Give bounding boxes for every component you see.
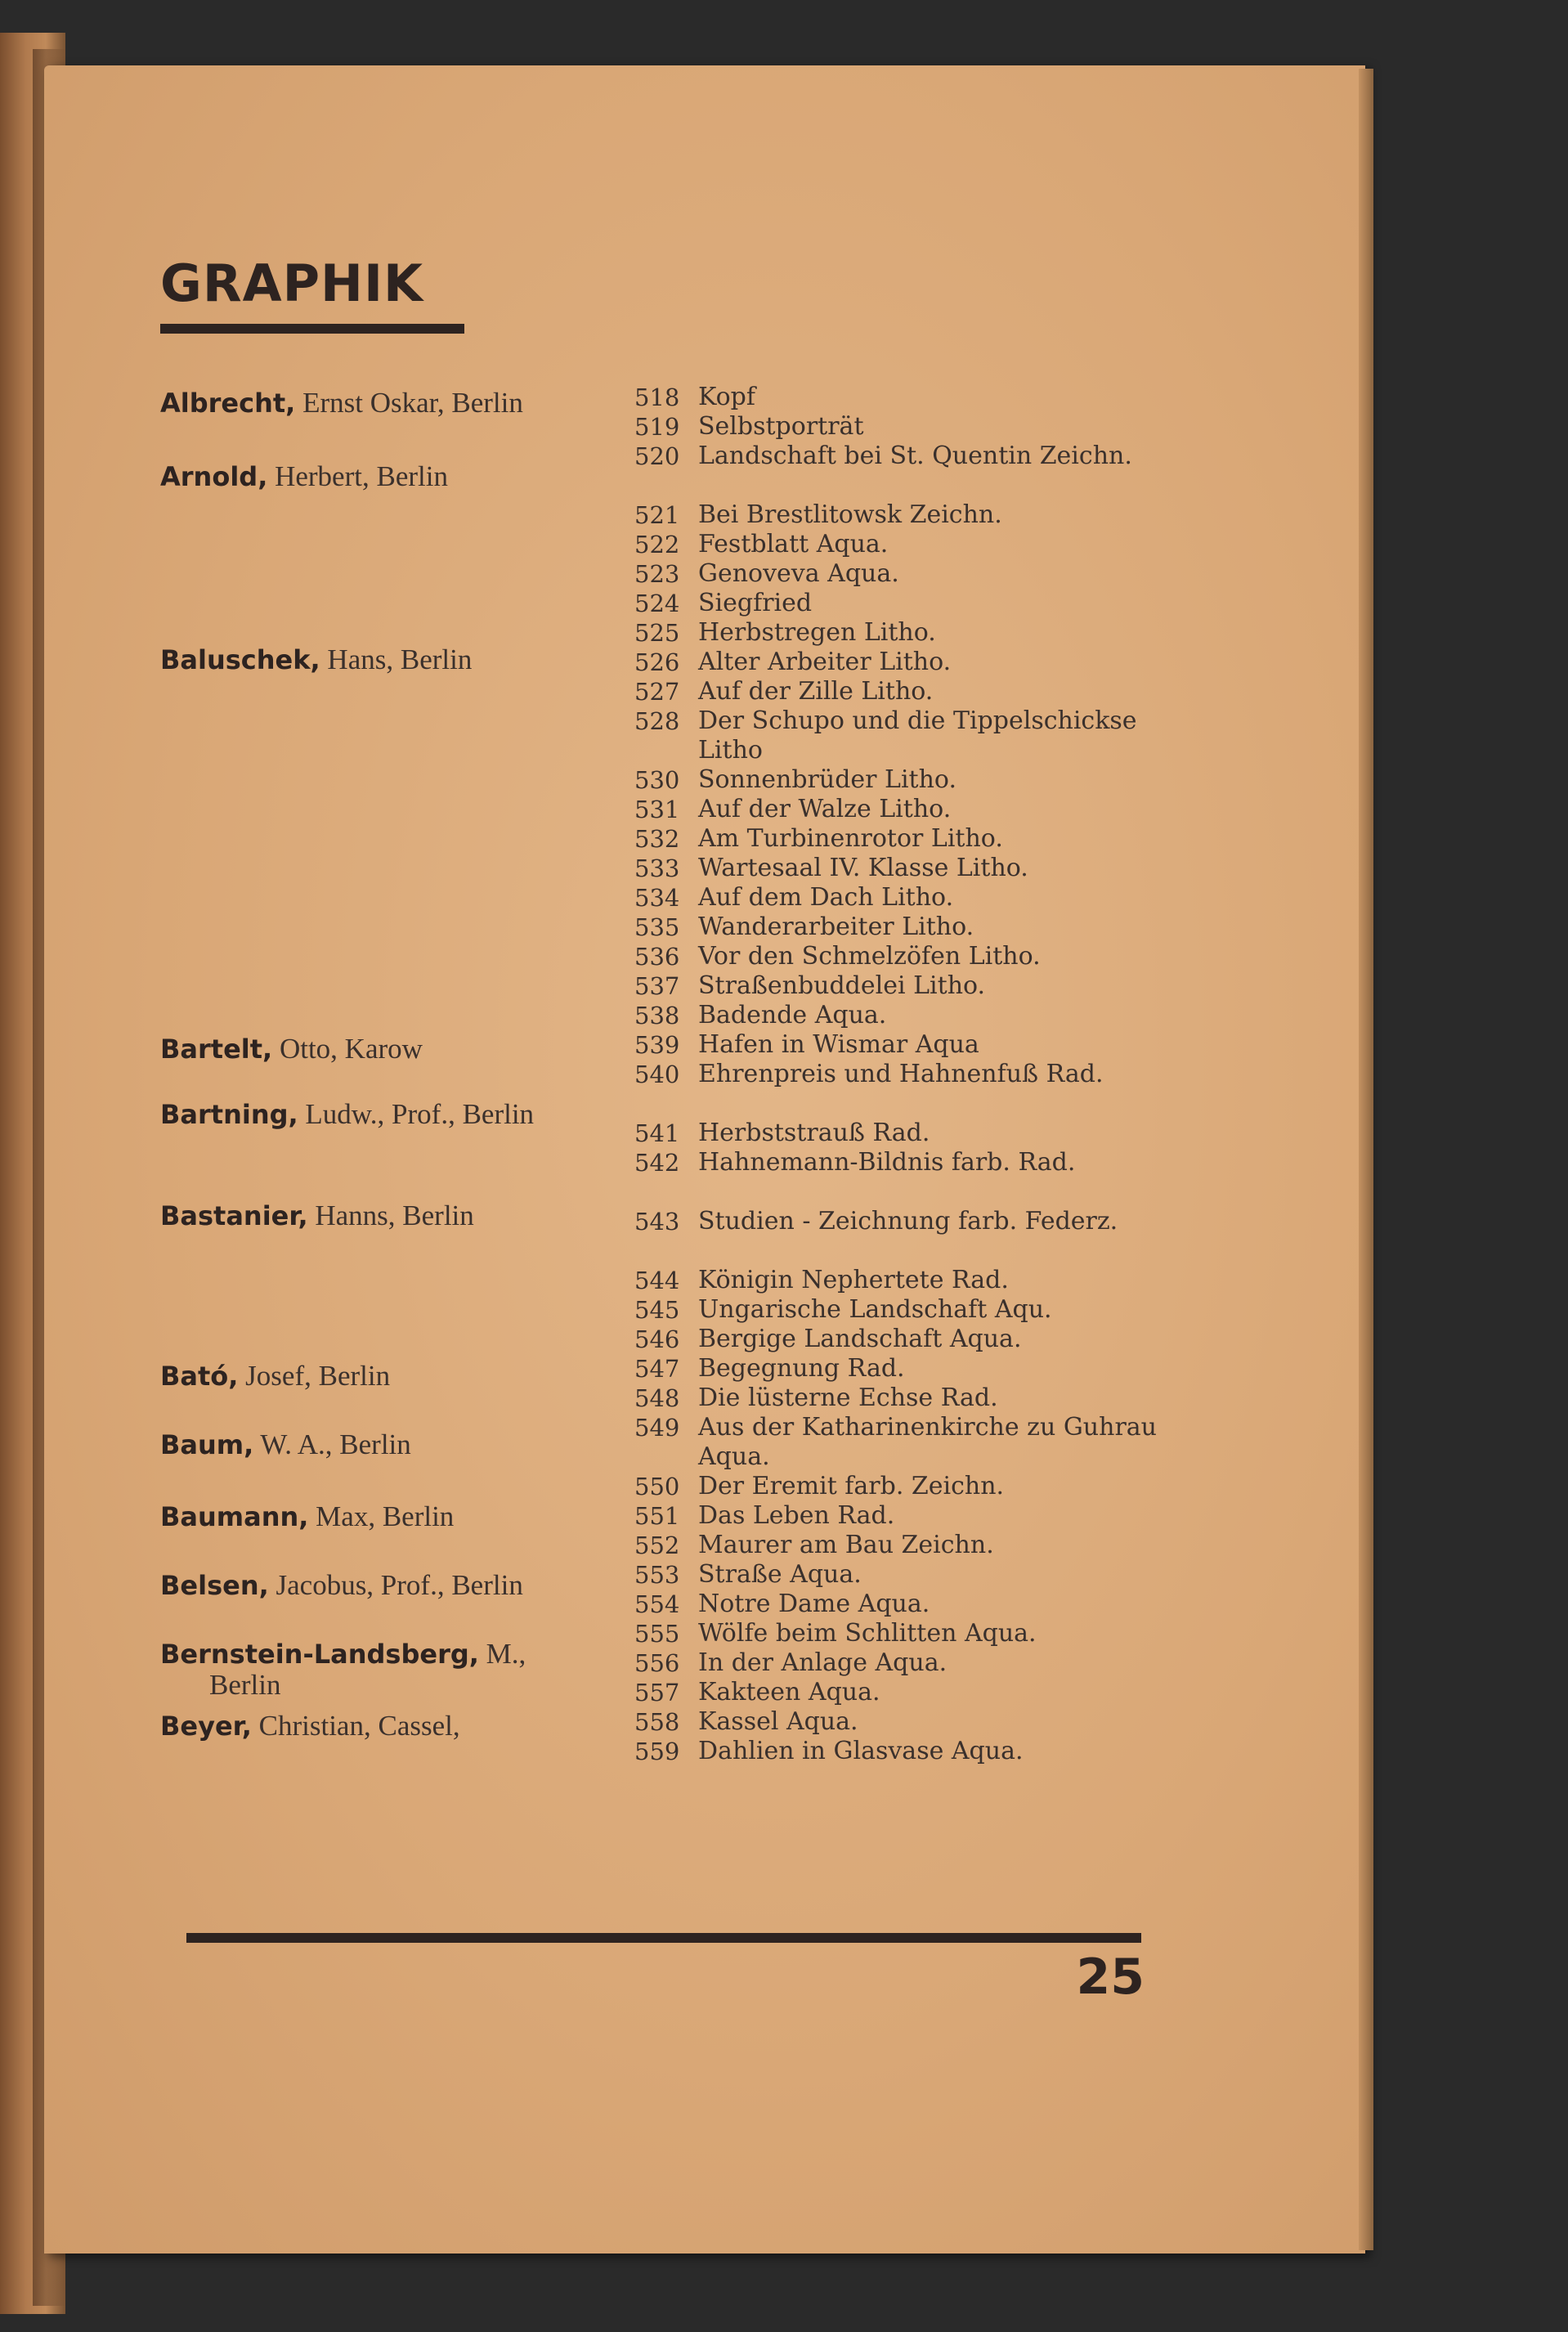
- work-title: Auf der Walze Litho.: [698, 795, 952, 823]
- title-underline: [160, 324, 464, 334]
- work-item: [634, 971, 1158, 1001]
- work-number: 550: [634, 1473, 680, 1500]
- work-title: Auf der Zille Litho.: [698, 677, 934, 706]
- artist-entry: [160, 644, 472, 675]
- work-title: Das Leben Rad.: [698, 1501, 895, 1530]
- work-title: Hahnemann-Bildnis farb. Rad.: [698, 1148, 1076, 1177]
- artist-entry: [160, 1429, 411, 1460]
- artist-entry: [160, 1501, 454, 1532]
- work-item: [634, 589, 1158, 618]
- artist-surname: Bartelt,: [160, 1034, 273, 1065]
- work-item: [634, 1295, 1158, 1325]
- work-number: 557: [634, 1679, 680, 1706]
- work-title: Die lüsterne Echse Rad.: [698, 1384, 998, 1412]
- work-title: Siegfried: [698, 589, 813, 617]
- work-number: 543: [634, 1208, 680, 1236]
- artist-surname: Albrecht,: [160, 388, 296, 419]
- artist-entry: [160, 1200, 474, 1231]
- work-title: Aus der Katharinenkirche zu Guhrau Aqua.: [698, 1413, 1157, 1471]
- work-item: [634, 883, 1158, 913]
- work-number: 551: [634, 1502, 680, 1530]
- work-title: Vor den Schmelzöfen Litho.: [698, 942, 1041, 971]
- artist-surname: Beyer,: [160, 1711, 252, 1742]
- work-title: Bei Brestlitowsk Zeichn.: [698, 500, 1002, 529]
- work-title: Herbstregen Litho.: [698, 618, 936, 647]
- work-item: [634, 648, 1158, 677]
- artist-details: Max, Berlin: [308, 1500, 455, 1532]
- work-item: [634, 1266, 1158, 1295]
- work-item: [634, 1119, 1158, 1148]
- work-title: Alter Arbeiter Litho.: [698, 648, 952, 676]
- work-number: 546: [634, 1325, 680, 1353]
- work-item: [634, 1384, 1158, 1413]
- work-item: [634, 383, 1158, 412]
- work-item: [634, 942, 1158, 971]
- artist-surname: Bató,: [160, 1361, 239, 1392]
- work-number: 558: [634, 1708, 680, 1736]
- work-number: 532: [634, 825, 680, 853]
- work-title: Auf dem Dach Litho.: [698, 883, 954, 912]
- work-number: 524: [634, 590, 680, 617]
- work-title: Kopf: [698, 383, 755, 411]
- artist-entry: [160, 1570, 523, 1601]
- work-number: 547: [634, 1355, 680, 1383]
- work-title: Herbststrauß Rad.: [698, 1119, 930, 1147]
- work-title: Studien - Zeichnung farb. Federz.: [698, 1207, 1118, 1236]
- work-item: [634, 442, 1158, 500]
- artist-entry: [160, 1034, 423, 1065]
- work-number: 534: [634, 884, 680, 912]
- work-title: Notre Dame Aqua.: [698, 1590, 930, 1618]
- work-item: [634, 1030, 1158, 1060]
- work-number: 522: [634, 531, 680, 558]
- work-number: 531: [634, 796, 680, 823]
- page-number: 25: [1076, 1949, 1145, 2006]
- work-item: [634, 1001, 1158, 1030]
- work-item: [634, 412, 1158, 442]
- work-item: [634, 530, 1158, 559]
- artist-details: W. A., Berlin: [253, 1428, 411, 1460]
- work-title: Begegnung Rad.: [698, 1354, 905, 1383]
- work-item: [634, 500, 1158, 530]
- work-title: Sonnenbrüder Litho.: [698, 765, 956, 794]
- work-number: 555: [634, 1620, 680, 1648]
- work-title: Dahlien in Glasvase Aqua.: [698, 1737, 1024, 1765]
- work-item: [634, 1590, 1158, 1619]
- work-item: [634, 795, 1158, 824]
- work-item: [634, 677, 1158, 706]
- artist-details: Ernst Oskar, Berlin: [295, 387, 523, 419]
- artist-surname: Baumann,: [160, 1501, 309, 1532]
- artist-details: M.,: [478, 1638, 526, 1670]
- work-item: [634, 559, 1158, 589]
- work-item: [634, 1148, 1158, 1207]
- work-item: [634, 706, 1158, 765]
- work-number: 554: [634, 1590, 680, 1618]
- artist-surname: Belsen,: [160, 1570, 269, 1601]
- work-number: 556: [634, 1649, 680, 1677]
- artist-surname: Baluschek,: [160, 644, 320, 675]
- work-title: Kassel Aqua.: [698, 1707, 858, 1736]
- artist-surname: Bastanier,: [160, 1200, 308, 1231]
- artist-details: Herbert, Berlin: [267, 460, 448, 492]
- work-title: Badende Aqua.: [698, 1001, 887, 1029]
- work-item: [634, 1325, 1158, 1354]
- work-title: Selbstporträt: [698, 412, 864, 441]
- work-number: 521: [634, 501, 680, 529]
- artist-entry: [160, 1361, 390, 1392]
- work-number: 533: [634, 854, 680, 882]
- artist-details-continued: Berlin: [209, 1669, 281, 1701]
- work-item: [634, 1060, 1158, 1119]
- work-number: 539: [634, 1031, 680, 1059]
- work-number: 526: [634, 648, 680, 676]
- work-item: [634, 1354, 1158, 1384]
- work-title: Der Schupo und die Tippelschickse Litho: [698, 706, 1137, 765]
- work-number: 545: [634, 1296, 680, 1324]
- work-item: [634, 824, 1158, 854]
- work-title: Kakteen Aqua.: [698, 1678, 880, 1706]
- work-title: Genoveva Aqua.: [698, 559, 899, 588]
- work-item: [634, 1619, 1158, 1648]
- work-title: Hafen in Wismar Aqua: [698, 1030, 979, 1059]
- work-item: [634, 1678, 1158, 1707]
- section-title: GRAPHIK: [160, 253, 424, 313]
- work-title: Landschaft bei St. Quentin Zeichn.: [698, 442, 1132, 470]
- work-number: 540: [634, 1061, 680, 1088]
- artist-surname: Bartning,: [160, 1099, 298, 1130]
- work-number: 527: [634, 678, 680, 706]
- footer-rule: [186, 1933, 1141, 1943]
- work-title: Bergige Landschaft Aqua.: [698, 1325, 1022, 1353]
- work-item: [634, 1707, 1158, 1737]
- work-number: 528: [634, 707, 680, 735]
- work-number: 552: [634, 1531, 680, 1559]
- artist-details: Ludw., Prof., Berlin: [298, 1098, 535, 1130]
- work-number: 541: [634, 1119, 680, 1147]
- artist-details: Josef, Berlin: [238, 1360, 391, 1392]
- work-title: Wölfe beim Schlitten Aqua.: [698, 1619, 1037, 1648]
- work-title: In der Anlage Aqua.: [698, 1648, 948, 1677]
- artist-entry: [160, 1099, 534, 1130]
- work-title: Straßenbuddelei Litho.: [698, 971, 986, 1000]
- work-title: Wartesaal IV. Klasse Litho.: [698, 854, 1028, 882]
- work-number: 544: [634, 1267, 680, 1294]
- work-title: Königin Nephertete Rad.: [698, 1266, 1009, 1294]
- artist-entry: [160, 461, 448, 492]
- work-number: 549: [634, 1414, 680, 1442]
- work-number: 538: [634, 1002, 680, 1029]
- work-title: Der Eremit farb. Zeichn.: [698, 1472, 1005, 1500]
- artist-details: Hanns, Berlin: [307, 1200, 474, 1231]
- work-number: 537: [634, 972, 680, 1000]
- work-number: 553: [634, 1561, 680, 1589]
- artist-entry: [160, 1711, 460, 1742]
- artist-details: Christian, Cassel,: [251, 1710, 460, 1742]
- work-title: Wanderarbeiter Litho.: [698, 913, 974, 941]
- artist-surname: Arnold,: [160, 461, 268, 492]
- work-item: [634, 1648, 1158, 1678]
- work-title: Straße Aqua.: [698, 1560, 862, 1589]
- artist-details: Jacobus, Prof., Berlin: [268, 1569, 523, 1601]
- works-list: [634, 383, 1158, 1766]
- artist-details: Hans, Berlin: [320, 644, 473, 675]
- work-item: [634, 765, 1158, 795]
- work-number: 542: [634, 1149, 680, 1177]
- work-number: 536: [634, 943, 680, 971]
- work-item: [634, 1501, 1158, 1531]
- work-title: Ungarische Landschaft Aqu.: [698, 1295, 1052, 1324]
- work-item: [634, 1560, 1158, 1590]
- artist-entry: [160, 1639, 526, 1701]
- work-title: Festblatt Aqua.: [698, 530, 889, 558]
- work-number: 535: [634, 913, 680, 941]
- artist-entry: [160, 388, 523, 419]
- work-item: [634, 618, 1158, 648]
- artist-details: Otto, Karow: [272, 1033, 423, 1065]
- artist-surname: Bernstein-Landsberg,: [160, 1639, 479, 1670]
- work-number: 523: [634, 560, 680, 588]
- work-item: [634, 913, 1158, 942]
- work-number: 559: [634, 1738, 680, 1765]
- artist-surname: Baum,: [160, 1429, 254, 1460]
- work-item: [634, 1737, 1158, 1766]
- work-number: 525: [634, 619, 680, 647]
- work-item: [634, 854, 1158, 883]
- work-title: Maurer am Bau Zeichn.: [698, 1531, 994, 1559]
- work-number: 518: [634, 383, 680, 411]
- work-item: [634, 1413, 1158, 1472]
- work-number: 530: [634, 766, 680, 794]
- work-item: [634, 1472, 1158, 1501]
- work-item: [634, 1207, 1158, 1266]
- page-edge: [1359, 69, 1373, 2250]
- work-number: 548: [634, 1384, 680, 1412]
- work-number: 519: [634, 413, 680, 441]
- work-number: 520: [634, 442, 680, 470]
- work-title: Am Turbinenrotor Litho.: [698, 824, 1003, 853]
- work-title: Ehrenpreis und Hahnenfuß Rad.: [698, 1060, 1104, 1088]
- work-item: [634, 1531, 1158, 1560]
